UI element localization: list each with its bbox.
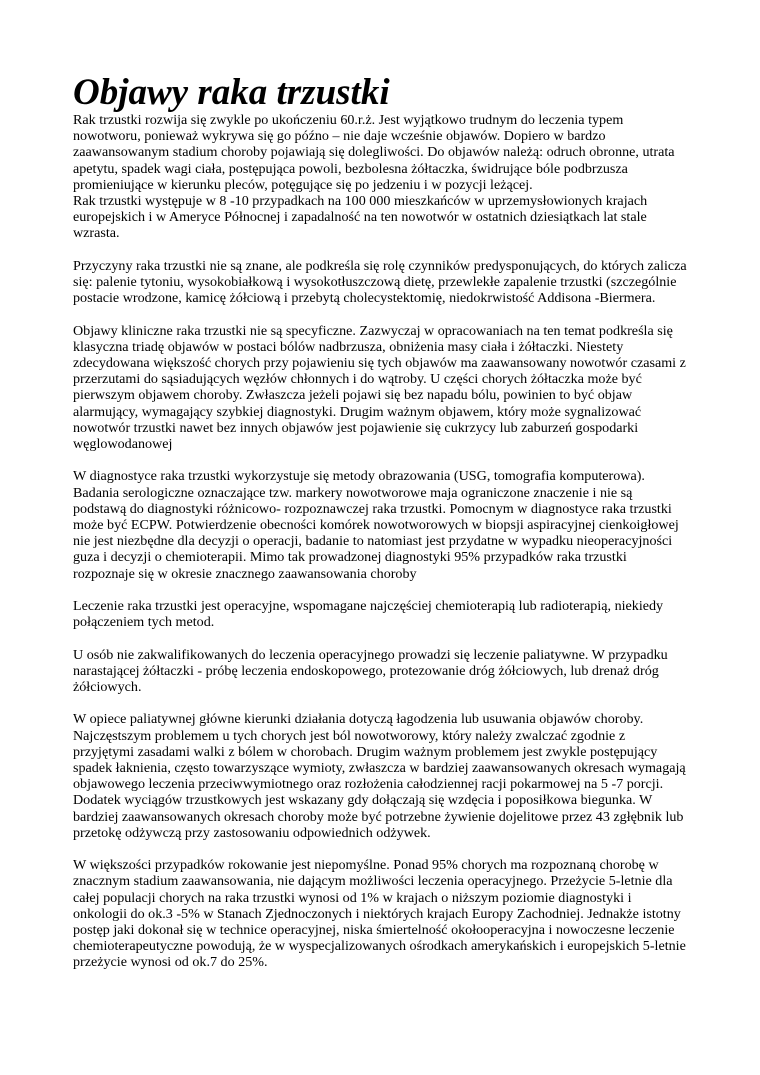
document-page	[73, 74, 689, 987]
paragraph-causes: Przyczyny raka trzustki nie są znane, ale podkreśla się rolę czynników predysponujących, do których zalicza się: palenie tytoniu, wysokobiałkową i wysokotłuszczową dietę, przewlekłe zapalenie trzustki (szczególnie postacie wrodzone, kamicę żółciową i przebytą cholecystektomię, niedokrwistość Addisona -Biermera.	[73, 257, 687, 307]
paragraph-prognosis: W większości przypadków rokowanie jest niepomyślne. Ponad 95% chorych ma rozpoznaną chorobę w znacznym stadium zaawansowania, nie dającym możliwości leczenia operacyjnego. Przeżycie 5-letnie dla całej populacji chorych na raka trzustki wynosi od 1% w krajach o niższym poziomie diagnostyki i onkologii do ok.3 -5% w Stanach Zjednoczonych i niektórych krajach Europy Zachodniej. Jednakże istotny postęp jaki dokonał się w technice operacyjnej, niska śmiertelność okołooperacyjna i nowoczesne leczenie chemioterapeutyczne powodują, że w wyspecjalizowanych ośrodkach amerykańskich i europejskich 5-letnie przeżycie wynosi od ok.7 do 25%.	[73, 857, 686, 971]
paragraph-diagnostics: W diagnostyce raka trzustki wykorzystuje się metody obrazowania (USG, tomografia komputerowa). Badania serologiczne oznaczające tzw. markery nowotworowe maja ograniczone znaczenie i nie są podstawą do diagnostyki różnicowo- rozpoznawczej raka trzustki. Pomocnym w diagnostyce raka trzustki może być ECPW. Potwierdzenie obecności komórek nowotworowych w biopsji aspiracyjnej cienkoigłowej nie jest niezbędne dla decyzji o operacji, badanie to natomiast jest przydatne w wypadku nieoperacyjności guza i decyzji o chemioterapii. Mimo tak prowadzonej diagnostyki 95% przypadków raka trzustki rozpoznaje się w okresie znacznego zaawansowania choroby	[73, 468, 679, 582]
paragraph-incidence: Rak trzustki występuje w 8 -10 przypadkach na 100 000 mieszkańców w uprzemysłowionych krajach europejskich i w Ameryce Północnej i zapadalność na ten nowotwór w ostatnich dziesiątkach lat stale wzrasta.	[73, 193, 648, 242]
paragraph-clinical-symptoms: Objawy kliniczne raka trzustki nie są specyficzne. Zazwyczaj w opracowaniach na ten temat podkreśla się klasyczna triadę objawów w postaci bólów nadbrzusza, obniżenia masy ciała i żółtaczki. Niestety zdecydowana większość chorych przy pojawieniu się tych objawów ma zaawansowany nowotwór czasami z przerzutami do sąsiadujących węzłów chłonnych i do wątroby. U części chorych żółtaczka może być pierwszym objawem choroby. Zwłaszcza jeżeli pojawi się bez napadu bólu, powinien to być objaw alarmujący, wymagający szybkiej diagnostyki. Drugim ważnym objawem, który może sygnalizować nowotwór trzustki nawet bez innych objawów jest pojawienie się cukrzycy lub zaburzeń gospodarki węglowodanowej	[73, 322, 686, 453]
page-title: Objawy raka trzustki	[73, 72, 390, 113]
paragraph-palliative-treatment: U osób nie zakwalifikowanych do leczenia operacyjnego prowadzi się leczenie paliatywne. W przypadku narastającej żółtaczki - próbę leczenia endoskopowego, protezowanie dróg żółciowych, lub drenaż dróg żółciowych.	[73, 646, 668, 696]
paragraph-palliative-care: W opiece paliatywnej główne kierunki działania dotyczą łagodzenia lub usuwania objawów choroby. Najczęstszym problemem u tych chorych jest ból nowotworowy, który należy zwalczać zgodnie z przyjętymi zasadami walki z bólem w chorobach. Drugim ważnym problemem jest zwykle postępujący spadek łaknienia, często towarzyszące wymioty, zwłaszcza w bardziej zaawansowanych okresach wymagają objawowego leczenia przeciwwymiotnego oraz rozłożenia całodziennej racji pokarmowej na 5 -7 porcji. Dodatek wyciągów trzustkowych jest wskazany gdy dołączają się wzdęcia i poposiłkowa biegunka. W bardziej zaawansowanych okresach choroby może być potrzebne żywienie dojelitowe przez 43 zgłębnik lub przetokę odżywczą przy zastosowaniu odpowiednich odżywek.	[73, 711, 686, 841]
paragraph-intro: Rak trzustki rozwija się zwykle po ukończeniu 60.r.ż. Jest wyjątkowo trudnym do leczenia typem nowotworu, ponieważ wykrywa się go późno – nie daje wcześnie objawów. Dopiero w bardzo zaawansowanym stadium choroby pojawiają się dolegliwości. Do objawów należą: odruch obronne, utrata apetytu, spadek wagi ciała, postępująca powoli, bezbolesna żółtaczka, świdrujące bóle podbrzusza promieniujące w kierunku pleców, potęgujące się po jedzeniu i w pozycji leżącej.	[73, 112, 675, 193]
paragraph-treatment: Leczenie raka trzustki jest operacyjne, wspomagane najczęściej chemioterapią lub radioterapią, niekiedy połączeniem tych metod.	[73, 598, 664, 631]
